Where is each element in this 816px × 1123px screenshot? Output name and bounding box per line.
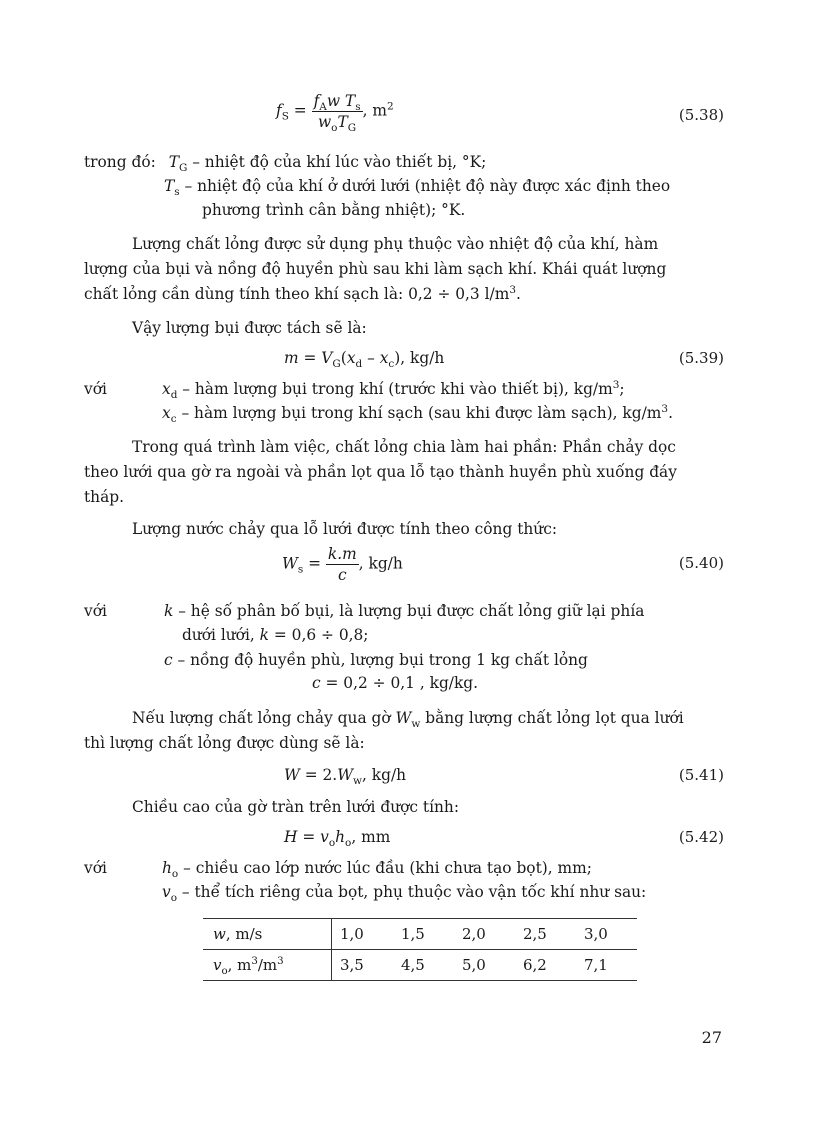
table-cell: 3,0 bbox=[576, 919, 637, 950]
equation-number: (5.38) bbox=[678, 106, 724, 124]
equation-5-42: $H = v_oh_o$, mm bbox=[284, 828, 391, 850]
fraction: $\frac{f_Aw T_s}{w_oT_G}$ bbox=[313, 92, 361, 135]
paragraph-line: Nếu lượng chất lỏng chảy qua gờ $W_w$ bằng lượng chất lỏng lọt qua lưới bbox=[132, 709, 684, 731]
definition-ho: $h_o$ – chiều cao lớp nước lúc đầu (khi chưa tạo bọt), mm; bbox=[162, 859, 592, 881]
equation-5-38: $f_S$ = $\frac{f_Aw T_s}{w_oT_G}$ , $m^2$ bbox=[276, 92, 394, 135]
paragraph-line: Vậy lượng bụi được tách sẽ là: bbox=[132, 319, 367, 337]
eq-symbol: f bbox=[276, 101, 282, 120]
table-header-cell: $v_o$, $m^3/m^3$ bbox=[203, 950, 332, 981]
velocity-foam-table bbox=[203, 918, 637, 981]
equation-number: (5.42) bbox=[678, 828, 724, 846]
definition-c: c – nồng độ huyền phù, lượng bụi trong 1 kg chất lỏng bbox=[164, 651, 588, 669]
definition-xc: $x_c$ – hàm lượng bụi trong khí sạch (sau khi được làm sạch), $kg/m^3$. bbox=[162, 402, 673, 426]
table-cell: 5,0 bbox=[454, 950, 515, 981]
equation-5-40: $W_s$ = $\frac{k.m}{c}$ , kg/h bbox=[282, 545, 403, 584]
table-row bbox=[203, 919, 637, 950]
definition-vo: $v_o$ – thể tích riêng của bọt, phụ thuộc vào vận tốc khí như sau: bbox=[162, 883, 647, 905]
definition-k-cont: dưới lưới, k = 0,6 ÷ 0,8; bbox=[182, 626, 369, 644]
definition-c-cont: c = 0,2 ÷ 0,1 , kg/kg. bbox=[312, 674, 479, 692]
table-cell: 6,2 bbox=[515, 950, 576, 981]
table-row bbox=[203, 950, 637, 981]
paragraph-line: Chiều cao của gờ tràn trên lưới được tính: bbox=[132, 798, 459, 816]
paragraph-line: chất lỏng cần dùng tính theo khí sạch là: 0,2 ÷ 0,3 $l/m^3$. bbox=[84, 283, 521, 303]
table-cell: 1,0 bbox=[332, 919, 394, 950]
equation-5-41: $W = 2.W_w$, kg/h bbox=[284, 766, 407, 788]
paragraph-line: Trong quá trình làm việc, chất lỏng chia làm hai phần: Phần chảy dọc bbox=[132, 438, 676, 456]
table-cell: 1,5 bbox=[393, 919, 454, 950]
definition-xd: $x_d$ – hàm lượng bụi trong khí (trước khi vào thiết bị), $kg/m^3$; bbox=[162, 378, 625, 402]
table-cell: 2,5 bbox=[515, 919, 576, 950]
table-cell: 7,1 bbox=[576, 950, 637, 981]
with-label: với bbox=[84, 859, 107, 877]
where-intro: trong đó: $T_G$ – nhiệt độ của khí lúc vào thiết bị, °K; bbox=[84, 153, 487, 175]
equation-number: (5.40) bbox=[678, 554, 724, 572]
with-label: với bbox=[84, 380, 107, 398]
equation-5-39: $m = V_G(x_d - x_c)$, kg/h bbox=[284, 349, 445, 371]
fraction: $\frac{k.m}{c}$ bbox=[327, 545, 357, 584]
definition-k: k – hệ số phân bố bụi, là lượng bụi được chất lỏng giữ lại phía bbox=[164, 602, 645, 620]
paragraph-line: theo lưới qua gờ ra ngoài và phần lọt qua lỗ tạo thành huyền phù xuống đáy bbox=[84, 463, 677, 481]
paragraph-line: Lượng nước chảy qua lỗ lưới được tính theo công thức: bbox=[132, 520, 558, 538]
equation-number: (5.39) bbox=[678, 349, 724, 367]
with-label: với bbox=[84, 602, 107, 620]
table-cell: 4,5 bbox=[393, 950, 454, 981]
paragraph-line: lượng của bụi và nồng độ huyền phù sau khi làm sạch khí. Khái quát lượng bbox=[84, 260, 667, 278]
definition-ts-cont: phương trình cân bằng nhiệt); °K. bbox=[202, 201, 466, 219]
paragraph-line: Lượng chất lỏng được sử dụng phụ thuộc vào nhiệt độ của khí, hàm bbox=[132, 235, 659, 253]
definition-ts: $T_s$ – nhiệt độ của khí ở dưới lưới (nhiệt độ này được xác định theo bbox=[164, 177, 671, 199]
table-cell: 3,5 bbox=[332, 950, 394, 981]
equation-number: (5.41) bbox=[678, 766, 724, 784]
table-header-cell: w, m/s bbox=[203, 919, 332, 950]
page-number: 27 bbox=[701, 1028, 722, 1047]
paragraph-line: thì lượng chất lỏng được dùng sẽ là: bbox=[84, 734, 365, 752]
table-cell: 2,0 bbox=[454, 919, 515, 950]
paragraph-line: tháp. bbox=[84, 488, 125, 506]
